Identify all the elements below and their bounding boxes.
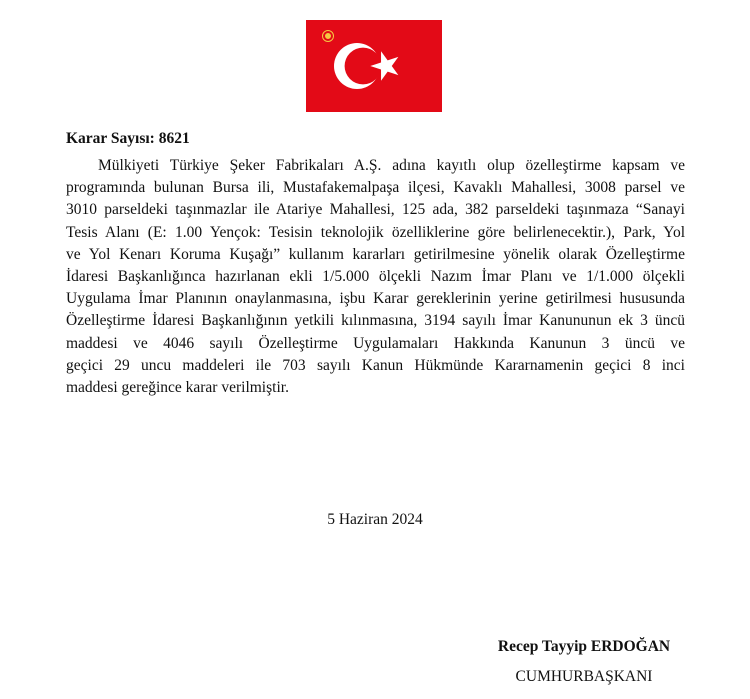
- decision-body: [66, 155, 685, 399]
- body-line: ve Yol Kenarı Koruma Kuşağı” kullanım kararları getirilmesine yönelik olarak Özelleştirme: [66, 245, 685, 263]
- signatory-title: CUMHURBAŞKANI: [515, 668, 653, 685]
- decision-date: 5 Haziran 2024: [327, 511, 423, 528]
- body-line: geçici 29 uncu maddeleri ile 703 sayılı Kanun Hükmünde Kararnamenin geçici 8 inci: [66, 356, 685, 374]
- body-line: maddesi gereğince karar verilmiştir.: [66, 379, 289, 397]
- body-line: programında bulunan Bursa ili, Mustafakemalpaşa ilçesi, Kavaklı Mahallesi, 3008 parsel ve: [66, 179, 685, 197]
- body-line: 3010 parseldeki taşınmazlar ile Atariye Mahallesi, 125 ada, 382 parseldeki taşınmaza “Sanayi: [66, 201, 685, 219]
- body-line: Uygulama İmar Planının onaylanmasına, işbu Karar gereklerinin yerine getirilmesi hususunda: [66, 290, 685, 308]
- body-line: Mülkiyeti Türkiye Şeker Fabrikaları A.Ş. adına kayıtlı olup özelleştirme kapsam ve: [98, 157, 685, 174]
- body-line: İdaresi Başkanlığınca hazırlanan ekli 1/5.000 ölçekli Nazım İmar Planı ve 1/1.000 ölçekli: [66, 268, 685, 286]
- decision-number: Karar Sayısı: 8621: [66, 130, 190, 147]
- body-line: Özelleştirme İdaresi Başkanlığının yetkili kılınmasına, 3194 sayılı İmar Kanununun ek 3 üncü: [66, 312, 685, 330]
- body-line: Tesis Alanı (E: 1.00 Yençok: Tesisin teknolojik özelliklerine göre belirlenecektir.), Park, Yol: [66, 223, 685, 241]
- body-line: maddesi ve 4046 sayılı Özelleştirme Uygulamaları Hakkında Kanunun 3 üncü ve: [66, 334, 685, 352]
- turkish-flag-icon: [306, 20, 442, 112]
- signatory-name: Recep Tayyip ERDOĞAN: [497, 638, 671, 655]
